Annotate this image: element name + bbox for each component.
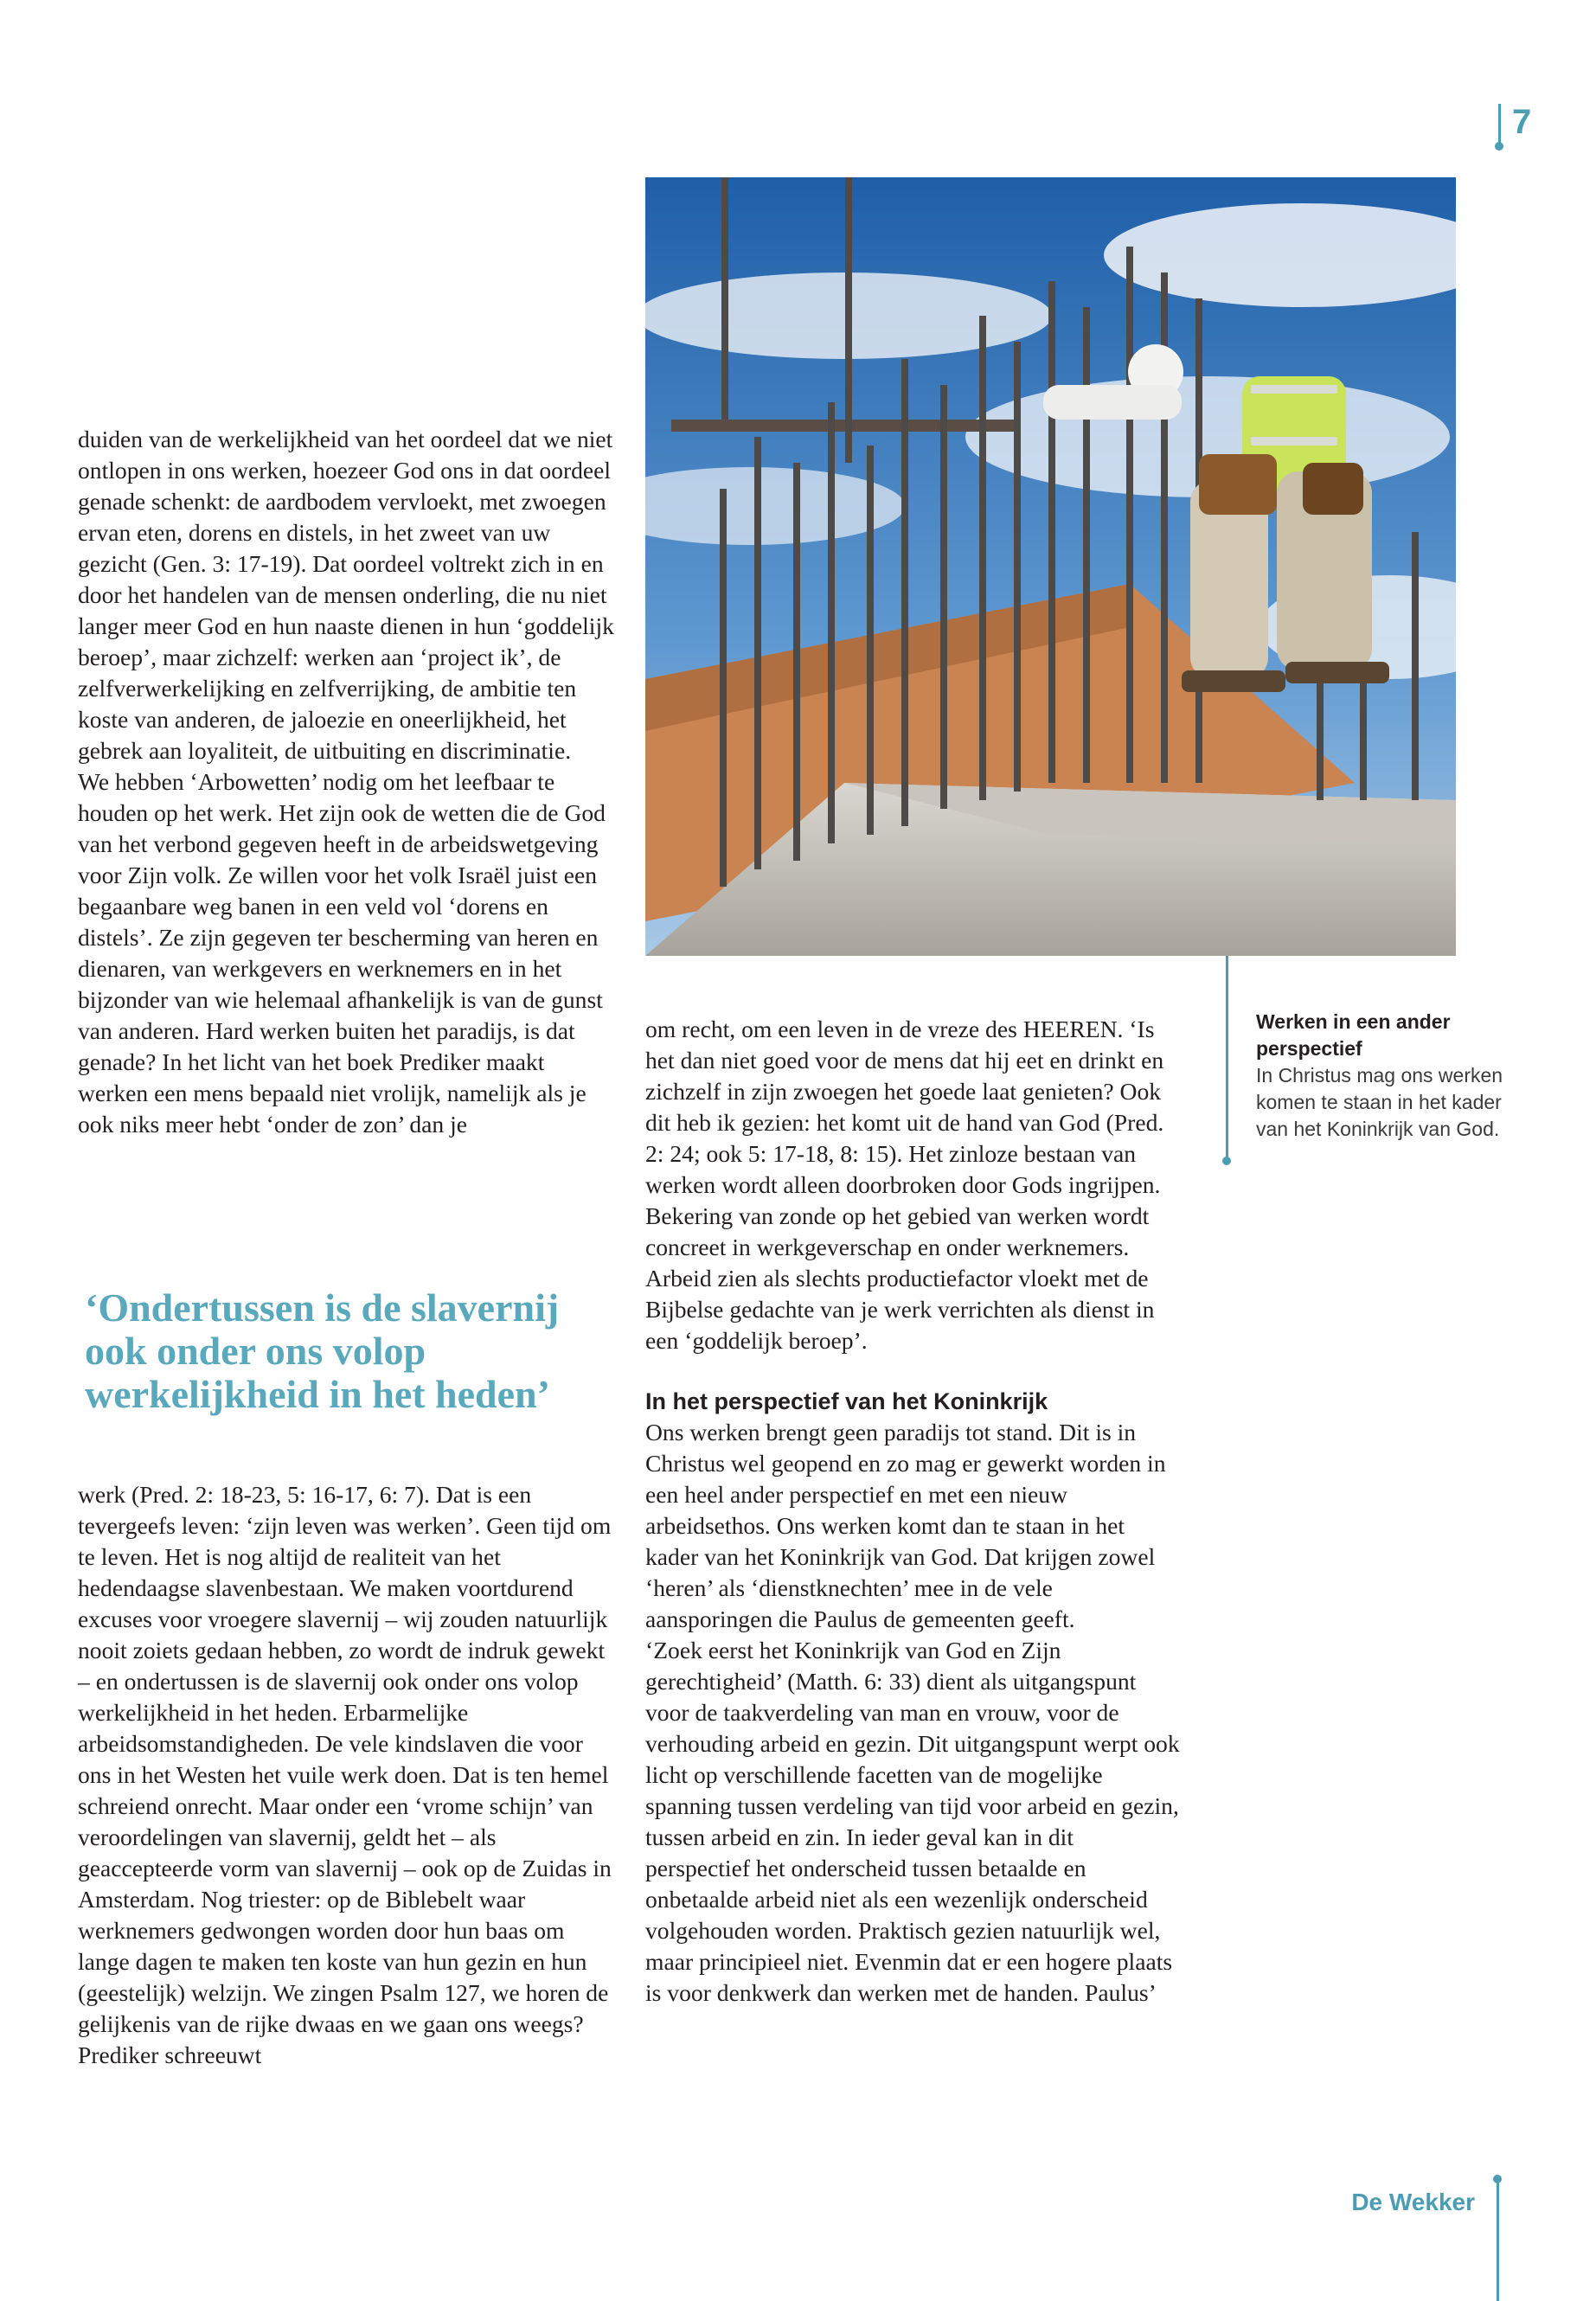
body-paragraph: om recht, om een leven in de vreze des HEEREN. ‘Is het dan niet goed voor de mens dat hij eet en drinkt en zichzelf in zijn zwoegen het goede laat genieten? Ook dit heb ik gezien: het komt uit de hand van God (Pred. 2: 24; ook 5: 17-18, 8: 15). Het zinloze bestaan van werken wordt alleen doorbroken door Gods ingrijpen. Bekering van zonde op het gebied van werken wordt concreet in werkgeverschap en onder werknemers. Arbeid zien als slechts productiefactor vloekt met de Bijbelse gedachte van je werk verrichten als dienst in een ‘goddelijk beroep’. <box>645 1016 1164 1354</box>
footer-rule <box>1497 2180 1499 2301</box>
column-1-bottom <box>78 1479 614 2071</box>
magazine-brand: De Wekker <box>1351 2189 1475 2215</box>
body-paragraph: Ons werken brengt geen paradijs tot stand. Dit is in Christus wel geopend en zo mag er gewerkt worden in een heel ander perspectief en met een nieuw arbeidsethos. Ons werken komt dan te staan in het kader van het Koninkrijk van God. Dat krijgen zowel ‘heren’ als ‘dienstknechten’ mee in de vele aansporingen die Paulus de gemeenten geeft. <box>645 1419 1166 1632</box>
body-paragraph: duiden van de werkelijkheid van het oordeel dat we niet ontlopen in ons werken, hoezeer God ons in dat oordeel genade schenkt: de aardbodem vervloekt, met zwoegen ervan eten, dorens en distels, in het zweet van uw gezicht (Gen. 3: 17-19). Dat oordeel voltrekt zich in en door het handelen van de mensen onderling, die nu niet langer meer God en hun naaste dienen in hun ‘goddelijk beroep’, maar zichzelf: werken aan ‘project ik’, de zelfverwerkelijking en zelfverrijking, de ambitie ten koste van anderen, de jaloezie en oneerlijkheid, het gebrek aan loyaliteit, de uitbuiting en discriminatie. <box>78 426 614 764</box>
sidebar-dot <box>1222 1157 1231 1165</box>
body-paragraph: werk (Pred. 2: 18-23, 5: 16-17, 6: 7). Dat is een tevergeefs leven: ‘zijn leven was werken’. Geen tijd om te leven. Het is nog altijd de realiteit van het hedendaagse slavenbestaan. We maken voortdurend excuses voor vroegere slavernij – wij zouden natuurlijk nooit zoiets gedaan hebben, zo wordt de indruk gewekt – en ondertussen is de slavernij ook onder ons volop werkelijkheid in het heden. Erbarmelijke arbeidsomstandigheden. De vele kindslaven die voor ons in het Westen het vuile werk doen. Dat is ten hemel schreiend onrecht. Maar onder een ‘vrome schijn’ van veroordelingen van slavernij, geldt het – als geaccepteerde vorm van slavernij – ook op de Zuidas in Amsterdam. Nog triester: op de Biblebelt waar werknemers gedwongen worden door hun baas om lange dagen te maken ten koste van hun gezin en hun (geestelijk) welzijn. We zingen Psalm 127, we horen de gelijkenis van de rijke dwaas en we gaan ons weegs? Prediker schreeuwt <box>78 1481 612 2068</box>
body-paragraph: We hebben ‘Arbowetten’ nodig om het leefbaar te houden op het werk. Het zijn ook de wetten die de God van het verbond gegeven heeft in de arbeidswetgeving voor Zijn volk. Ze willen voor het volk Israël juist een begaanbare weg banen in een veld vol ‘dorens en distels’. Ze zijn gegeven ter bescherming van heren en dienaren, van werkgevers en werknemers en in het bijzonder van wie helemaal afhankelijk is van de gunst van anderen. Hard werken buiten het paradijs, is dat genade? In het licht van het boek Prediker maakt werken een mens bepaald niet vrolijk, namelijk als je ook niks meer hebt ‘onder de zon’ dan je <box>78 768 606 1138</box>
page-number-rule <box>1498 104 1501 145</box>
construction-worker-photo <box>645 177 1456 956</box>
pull-quote: ‘Ondertussen is de slavernij ook onder ons volop werkelijkheid in het heden’ <box>85 1285 560 1416</box>
sidebar-callout <box>1256 1009 1507 1143</box>
page-number: 7 <box>1512 103 1532 141</box>
body-paragraph: ‘Zoek eerst het Koninkrijk van God en Zijn gerechtigheid’ (Matth. 6: 33) dient als uitgangspunt voor de taakverdeling van man en vrouw, voor de verhouding arbeid en gezin. Dit uitgangspunt werpt ook licht op verschillende facetten van de mogelijke spanning tussen verdeling van tijd voor arbeid en gezin, tussen arbeid en zin. In ieder geval kan in dit perspectief het onderscheid tussen betaalde en onbetaalde arbeid niet als een wezenlijk onderscheid volgehouden worden. Praktisch gezien natuurlijk wel, maar principieel niet. Evenmin dat er een hogere plaats is voor denkwerk dan werken met de handen. Paulus’ <box>645 1637 1180 2006</box>
sidebar-rule <box>1226 956 1228 1162</box>
page-number-dot <box>1495 142 1503 151</box>
column-1-top <box>78 424 614 1140</box>
sidebar-text: In Christus mag ons werken komen te staan in het kader van het Koninkrijk van God. <box>1256 1064 1503 1140</box>
page-number-marker <box>1486 100 1555 147</box>
section-heading: In het perspectief van het Koninkrijk <box>645 1388 1048 1414</box>
column-2 <box>645 1014 1182 2009</box>
sidebar-title: Werken in een ander perspectief <box>1256 1010 1451 1060</box>
